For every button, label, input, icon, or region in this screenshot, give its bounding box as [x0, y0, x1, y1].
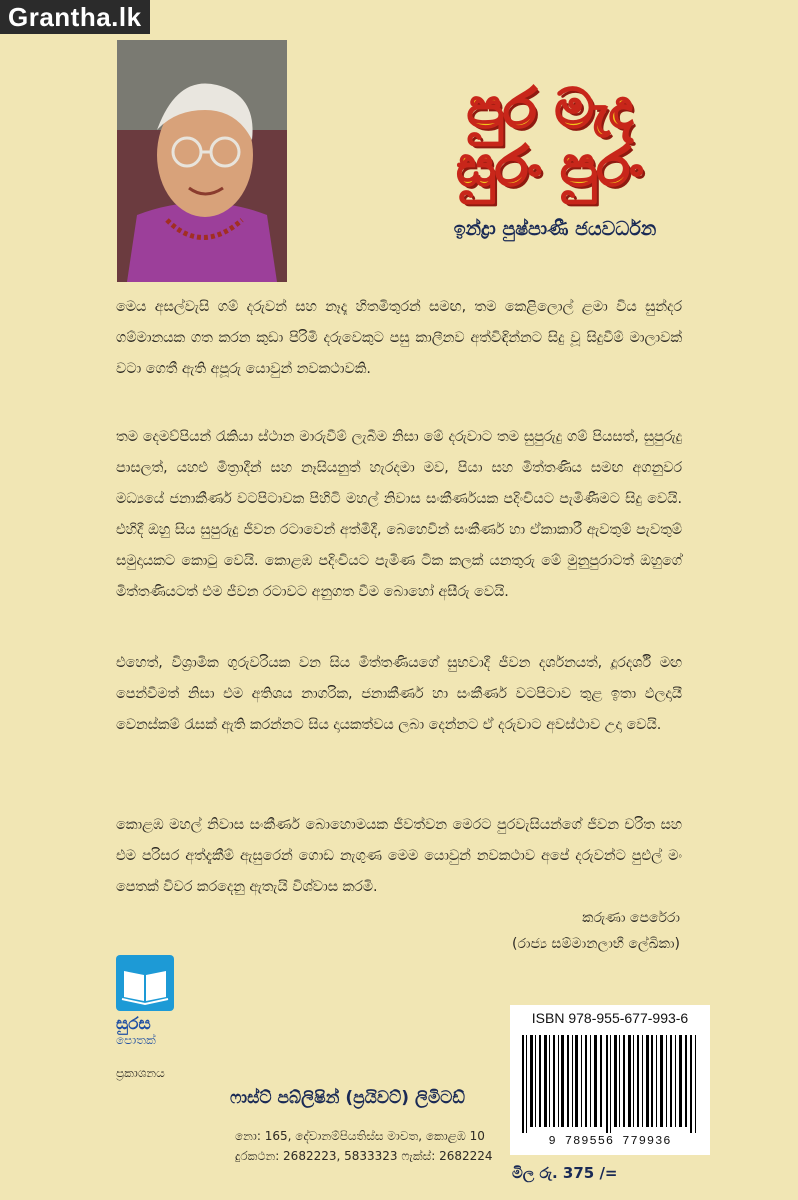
- isbn-text: ISBN 978-955-677-993-6: [531, 1010, 689, 1026]
- publisher-address: නො: 165, දේවානම්පියතිස්ස මාවත, කොළඹ 10: [235, 1129, 485, 1143]
- isbn-barcode-box: [510, 1005, 710, 1155]
- book-title-line-2: සුරං පුරං: [456, 135, 644, 198]
- reviewer-role: (රාජ්‍ය සම්මානලාභී ලේඛිකා): [512, 936, 680, 952]
- publisher-logo: [116, 955, 174, 1048]
- publisher-phones: දුරකථන: 2682223, 5833323 ෆැක්ස්: 2682224: [235, 1149, 493, 1163]
- open-book-icon: [116, 955, 174, 1011]
- blurb-paragraph-2: තම දෙමව්පියන් රැකියා ස්ථාන මාරුවීම් ලැබීම නිසා මේ දරුවාට තම සුපුරුදු ගම් පියසත්, සුපුරුදු පාසලත්, යහළු මිත්‍රාදීන් සහ නෑසියනුත් හැරදමා මව, පියා සහ මිත්තණිය සමඟ අගනුවර මධ්‍යයේ ජනාකීර්ණ වටපිටාවක පිහිටි මහල් නිවාස සංකීර්ණයක පදිංචියට පැමිණීමට සිදු වෙයි. එහිදී ඔහු සිය සුපුරුදු ජීවන රටාවෙන් අත්මිදී, බෙහෙවින් සංකීර්ණ හා ඒකාකාරී ඇවතුම් පැවතුම් සමුදායකට කොටු වෙයි. කොළඹ පදිංචියට පැමිණ ටික කලක් යනතුරු මේ මුනුපුරාටත් ඔහුගේ මිත්තණියටත් එම ජීවන රටාවට අනුගත වීම බොහෝ අසීරු වෙයි.: [116, 429, 682, 600]
- publisher-logo-name: සුරස: [116, 1014, 151, 1034]
- book-title: [400, 77, 700, 198]
- blurb-paragraph-4: කොළඹ මහල් නිවාස සංකීර්ණ බොහොමයක ජීවත්වන මෙරට පුරවැසියන්ගේ ජීවන චරිත සහ එම පරිසර අත්දැකීම් ඇසුරෙන් ගොඩ නැගුණ මෙම යොවුන් නවකථාව අපේ දරුවන්ට පුළුල් මං පෙතක් විවර කරදෙනු ඇතැයි විශ්වාස කරමි.: [116, 817, 682, 895]
- author-name: ඉන්ද්‍රා පුෂ්පාණී ජයවර්ධන: [453, 218, 657, 240]
- author-photo: [117, 40, 287, 282]
- site-watermark: Grantha.lk: [0, 0, 150, 34]
- blurb-paragraph-1: මෙය අසල්වැසි ගම් දරුවන් සහ නෑදෑ හිතමිතුරන් සමඟ, තම කෙළිලොල් ළමා විය සුන්දර ගම්මානයක ගත කරන කුඩා පිරිමි දරුවෙකුට පසු කාලීනව අත්විඳින්නට සිදු වූ සිදුවීම් මාලාවක් වටා ගෙතී ඇති අපූරු යොවුන් නවකථාවකි.: [116, 299, 682, 377]
- blurb-paragraph-3: එහෙත්, විශ්‍රාමික ගුරුවරියක වන සිය මිත්තණියගේ සුභවාදී ජීවන දර්ශනයත්, දූරදර්ශී මඟ පෙන්වීමත් නිසා එම අතිශය නාගරික, ජනාකීර්ණ හා සංකීර්ණ වටපිටාව තුළ ඉතා ඵලදායී වෙනස්කම් රැසක් ඇති කරන්නට සිය දායකත්වය ලබා දෙන්නට ඒ දරුවාට අවස්ථාව උදා වෙයි.: [116, 655, 682, 733]
- publisher-contact: [235, 1126, 493, 1166]
- book-title-line-1: පුර මැද: [467, 77, 633, 140]
- reviewer-name: කරුණා පෙරේරා: [582, 910, 680, 926]
- barcode: [520, 1035, 700, 1133]
- barcode-number: 9 789556 779936: [548, 1134, 672, 1148]
- publisher-logo-sub: පොතක්: [116, 1033, 156, 1047]
- price-label: මිල රු. 375 /=: [512, 1164, 618, 1182]
- publisher-label: ප්‍රකාශනය: [116, 1066, 165, 1080]
- publisher-name: ෆාස්ට් පබ්ලිෂින් (ප්‍රයිවට්) ලිමිටඩ්: [230, 1088, 465, 1108]
